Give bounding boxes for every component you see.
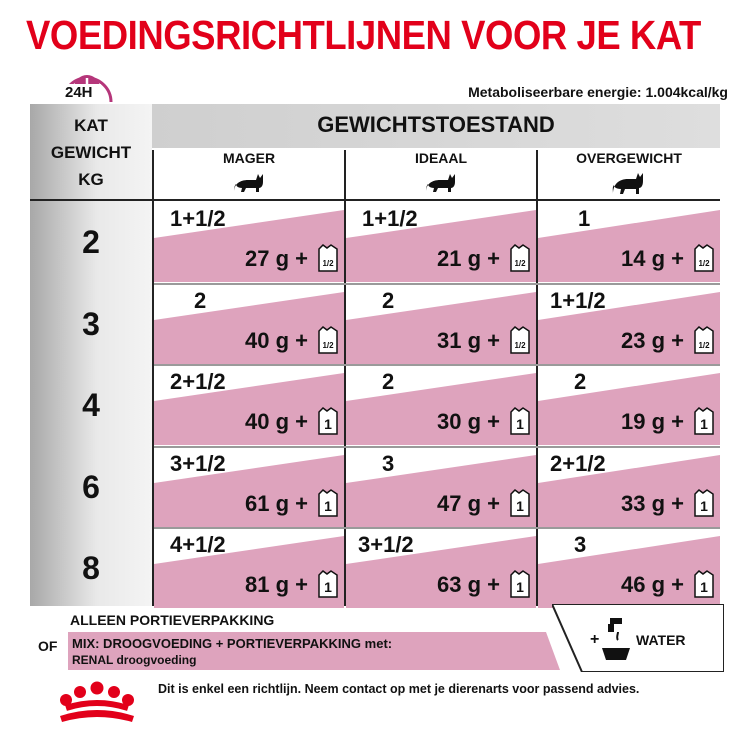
dose-cell <box>346 447 536 527</box>
pouch-fraction: 1 <box>700 579 708 595</box>
pouch-fraction: 1 <box>516 497 524 514</box>
dry-food-grams: 23 g + <box>621 327 684 353</box>
page-title: VOEDINGSRICHTLIJNEN VOOR JE KAT <box>26 12 701 58</box>
dose-cell <box>154 447 344 527</box>
clock-label: 24H <box>65 84 93 101</box>
energy-label: Metaboliseerbare energie: 1.004kcal/kg <box>468 84 728 100</box>
pouch-fraction: 1 <box>324 497 332 514</box>
dry-food-grams: 63 g + <box>437 572 500 597</box>
dose-cell <box>154 202 344 282</box>
dose-cell <box>538 284 720 364</box>
feeding-table <box>30 104 720 606</box>
pouch-icon <box>510 326 530 354</box>
pouch-icon <box>318 407 338 435</box>
dose-cell <box>538 202 720 282</box>
cat-icon <box>611 170 647 196</box>
pouch-count: 3 <box>574 532 587 557</box>
pouch-icon <box>510 244 530 272</box>
pouch-count: 2 <box>574 369 587 394</box>
footer-or: OF <box>38 638 58 654</box>
pouch-icon <box>694 489 714 517</box>
dose-cell <box>538 528 720 608</box>
pouch-count: 3 <box>382 450 395 476</box>
pouch-icon <box>318 244 338 272</box>
pouch-fraction: 1/2 <box>514 259 526 268</box>
pouch-icon <box>318 489 338 517</box>
pouch-icon <box>694 244 714 272</box>
dose-cell <box>346 284 536 364</box>
pouch-fraction: 1 <box>700 416 708 432</box>
pouch-icon <box>318 570 338 598</box>
pouch-fraction: 1 <box>324 416 332 432</box>
pouch-icon <box>510 407 530 435</box>
dose-cell <box>538 365 720 445</box>
weight-value: 6 <box>82 468 100 505</box>
pouch-icon <box>510 489 530 517</box>
pouch-icon <box>318 326 338 354</box>
pouch-count: 2 <box>382 287 395 313</box>
pouch-fraction: 1 <box>516 579 524 595</box>
cat-icon <box>232 170 266 194</box>
pouch-icon <box>694 407 714 435</box>
dose-cell <box>346 528 536 608</box>
pouch-count: 2 <box>194 287 207 313</box>
dry-food-grams: 21 g + <box>437 246 500 271</box>
crown-logo <box>52 676 142 724</box>
dry-food-grams: 27 g + <box>245 246 308 271</box>
weight-value: 3 <box>82 305 100 342</box>
pouch-count: 1+1/2 <box>170 206 226 231</box>
dry-food-grams: 19 g + <box>621 409 684 434</box>
pouch-fraction: 1/2 <box>698 340 710 350</box>
column-header-mager: MAGER <box>154 148 344 200</box>
pouch-fraction: 1/2 <box>322 340 334 350</box>
weight-value: 2 <box>82 224 100 260</box>
pouch-fraction: 1 <box>516 416 524 432</box>
dry-food-grams: 14 g + <box>621 246 684 271</box>
column-header-overgewicht: OVERGEWICHT <box>538 148 720 200</box>
dry-food-grams: 31 g + <box>437 327 500 353</box>
pouch-icon <box>694 326 714 354</box>
pouch-fraction: 1 <box>324 579 332 595</box>
dose-cell <box>154 365 344 445</box>
dry-food-grams: 40 g + <box>245 409 308 434</box>
pouch-fraction: 1/2 <box>698 259 710 268</box>
dry-food-grams: 46 g + <box>621 572 684 597</box>
dose-cell <box>346 365 536 445</box>
mix-line-2: RENAL droogvoeding <box>72 653 197 667</box>
pouch-fraction: 1 <box>700 497 708 514</box>
cat-icon <box>424 170 458 194</box>
weight-value: 8 <box>82 550 100 586</box>
pouch-count: 4+1/2 <box>170 532 226 557</box>
weight-value: 4 <box>82 387 100 423</box>
pouch-fraction: 1/2 <box>514 340 526 350</box>
condition-header: GEWICHTSTOESTAND <box>317 112 555 137</box>
disclaimer: Dit is enkel een richtlijn. Neem contact op met je dierenarts voor passend advies. <box>158 682 640 696</box>
column-header-ideaal: IDEAAL <box>346 148 536 200</box>
dose-cell <box>538 447 720 527</box>
mix-line-1: MIX: DROOGVOEDING + PORTIEVERPAKKING met: <box>72 636 393 651</box>
pouch-count: 2+1/2 <box>170 369 226 394</box>
dose-cell <box>154 284 344 364</box>
pouch-count: 3+1/2 <box>170 450 226 476</box>
dry-food-grams: 33 g + <box>621 490 684 516</box>
clock-icon <box>57 64 117 108</box>
dry-food-grams: 61 g + <box>245 490 308 516</box>
pouch-icon <box>510 570 530 598</box>
dose-cell <box>346 202 536 282</box>
dry-food-grams: 40 g + <box>245 327 308 353</box>
pouch-count: 2 <box>382 369 395 394</box>
pouch-icon <box>694 570 714 598</box>
dry-food-grams: 81 g + <box>245 572 308 597</box>
pouch-fraction: 1/2 <box>322 259 334 268</box>
pouch-count: 1+1/2 <box>362 206 418 231</box>
header-divider <box>30 199 720 201</box>
pouch-count: 3+1/2 <box>358 532 414 557</box>
dry-food-grams: 47 g + <box>437 490 500 516</box>
water-label: WATER <box>636 632 686 648</box>
pouch-count: 1+1/2 <box>550 287 606 313</box>
footer-pouch-only: ALLEEN PORTIEVERPAKKING <box>70 612 275 628</box>
weight-column-header: KAT GEWICHT KG <box>50 116 132 189</box>
pouch-count: 2+1/2 <box>550 450 606 476</box>
svg-text:+: + <box>590 631 600 648</box>
dose-cell <box>154 528 344 608</box>
dry-food-grams: 30 g + <box>437 409 500 434</box>
pouch-count: 1 <box>578 206 591 231</box>
